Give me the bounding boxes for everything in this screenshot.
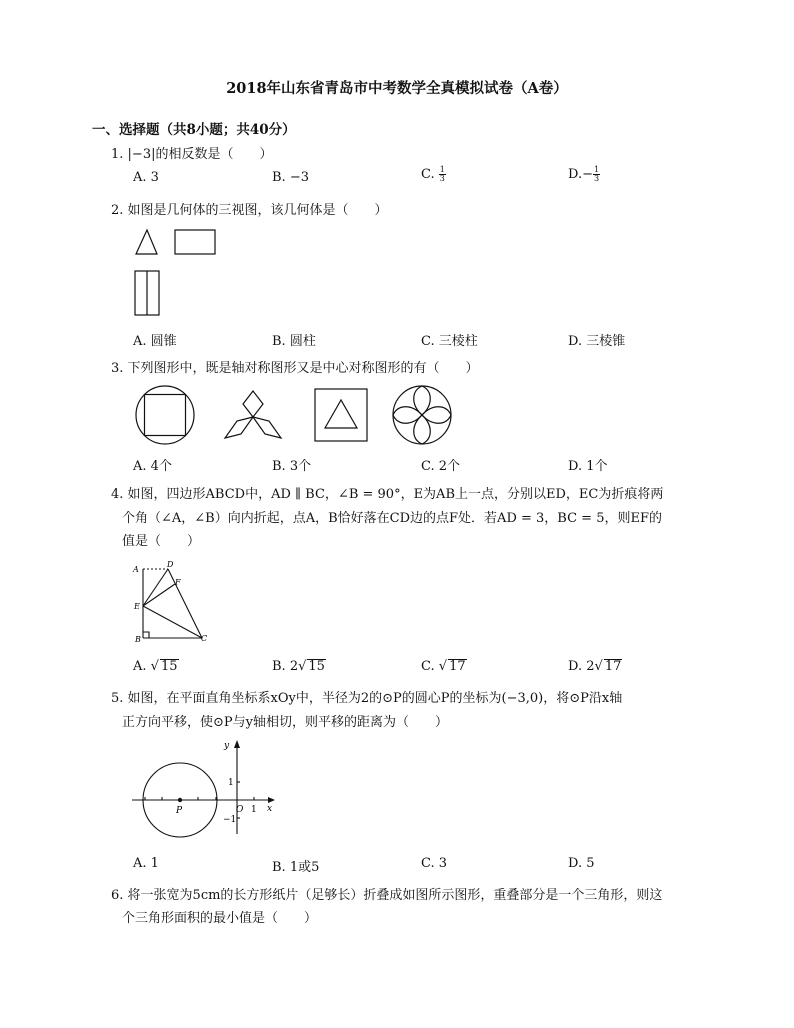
option-c: C. $\frac{1}{3}$ (421, 165, 445, 183)
question-stem: 下列图形中，既是轴对称图形又是中心对称图形的有（ ） (127, 361, 479, 376)
label-c: C (201, 634, 208, 643)
square-triangle-figure (315, 389, 367, 441)
circle-square-figure (136, 386, 194, 444)
question-number: 4. (111, 487, 124, 502)
question-1 (111, 143, 272, 162)
option-d: D. 2√ 17 (568, 659, 622, 674)
question-3 (111, 357, 479, 376)
question-number: 2. (111, 203, 124, 218)
question-4-line-2: 个角（∠A，∠B）向内折起，点A，B恰好落在CD边的点F处．若AD = 3，BC = 5，则EF的 (122, 511, 662, 526)
x-axis-label: x (267, 804, 273, 814)
option-b: B. 圆柱 (272, 334, 316, 349)
option-a: A. 1 (133, 856, 159, 871)
question-number: 1. (111, 147, 124, 162)
option-a: A. 圆锥 (133, 334, 177, 349)
page-title: 2018年山东省青岛市中考数学全真模拟试卷（A卷） (226, 80, 568, 97)
option-c: C. 三棱柱 (421, 334, 478, 349)
label-d: D (167, 560, 174, 569)
label-e: E (134, 602, 140, 611)
circle-petals-figure (393, 386, 451, 444)
coordinate-figure (130, 738, 280, 838)
option-a: A. 4个 (133, 459, 172, 474)
fraction: $\frac{1}{3}$ (594, 165, 600, 183)
three-rhombus-figure (225, 391, 281, 438)
tick-label-y-1: 1 (228, 778, 234, 788)
section-heading: 一、选择题（共8小题；共40分） (92, 122, 296, 138)
option-c: C. √ 17 (421, 659, 466, 674)
question-number: 3. (111, 361, 124, 376)
front-view-triangle (136, 230, 157, 254)
tick-label-x-1: 1 (251, 805, 257, 815)
option-b: B. 2√ 15 (272, 659, 325, 674)
symmetry-figures (130, 383, 470, 448)
label-a: A (133, 565, 139, 574)
side-view-rectangle (175, 230, 215, 254)
option-a: A. 3 (133, 170, 159, 185)
option-b: B. 1或5 (272, 860, 320, 875)
question-6-line-2: 个三角形面积的最小值是（ ） (122, 911, 318, 926)
option-c: C. 2个 (421, 459, 461, 474)
question-2 (111, 199, 388, 218)
question-6-line-1: 6. 将一张宽为5cm的长方形纸片（足够长）折叠成如图所示图形，重叠部分是一个三角形，则这 (111, 888, 663, 903)
three-view-figure (130, 228, 220, 318)
option-b: B. 3个 (272, 459, 312, 474)
quadrilateral-figure (130, 558, 220, 648)
question-5-line-1: 5. 如图，在平面直角坐标系xOy中，半径为2的⊙P的圆心P的坐标为(−3,0)，将⊙P沿x轴 (111, 691, 623, 706)
center-label-p: P (176, 806, 183, 816)
question-stem: |−3|的相反数是（ ） (127, 147, 273, 162)
question-number: 6. (111, 888, 124, 903)
tick-label-y-neg-1: −1 (223, 815, 237, 825)
option-d: D.− $\frac{1}{3}$ (568, 165, 600, 183)
fraction: $\frac{1}{3}$ (439, 165, 445, 183)
origin-label: O (236, 805, 244, 815)
option-d: D. 三棱锥 (568, 334, 626, 349)
option-c: C. 3 (421, 856, 448, 871)
question-5-line-2: 正方向平移，使⊙P与y轴相切，则平移的距离为（ ） (122, 715, 448, 730)
option-b: B. −3 (272, 170, 309, 185)
label-f: F (175, 578, 181, 587)
option-d: D. 5 (568, 856, 595, 871)
y-axis-label: y (224, 741, 230, 751)
option-a: A. √ 15 (133, 659, 178, 674)
label-b: B (135, 635, 141, 644)
question-4-line-1: 4. 如图，四边形ABCD中，AD ∥ BC，∠B = 90°，E为AB上一点，分别以ED，EC为折痕将两 (111, 487, 664, 502)
question-number: 5. (111, 691, 124, 706)
center-point (178, 798, 182, 802)
option-d: D. 1个 (568, 459, 608, 474)
question-stem: 如图是几何体的三视图，该几何体是（ ） (127, 203, 388, 218)
question-4-line-3: 值是（ ） (122, 534, 201, 549)
